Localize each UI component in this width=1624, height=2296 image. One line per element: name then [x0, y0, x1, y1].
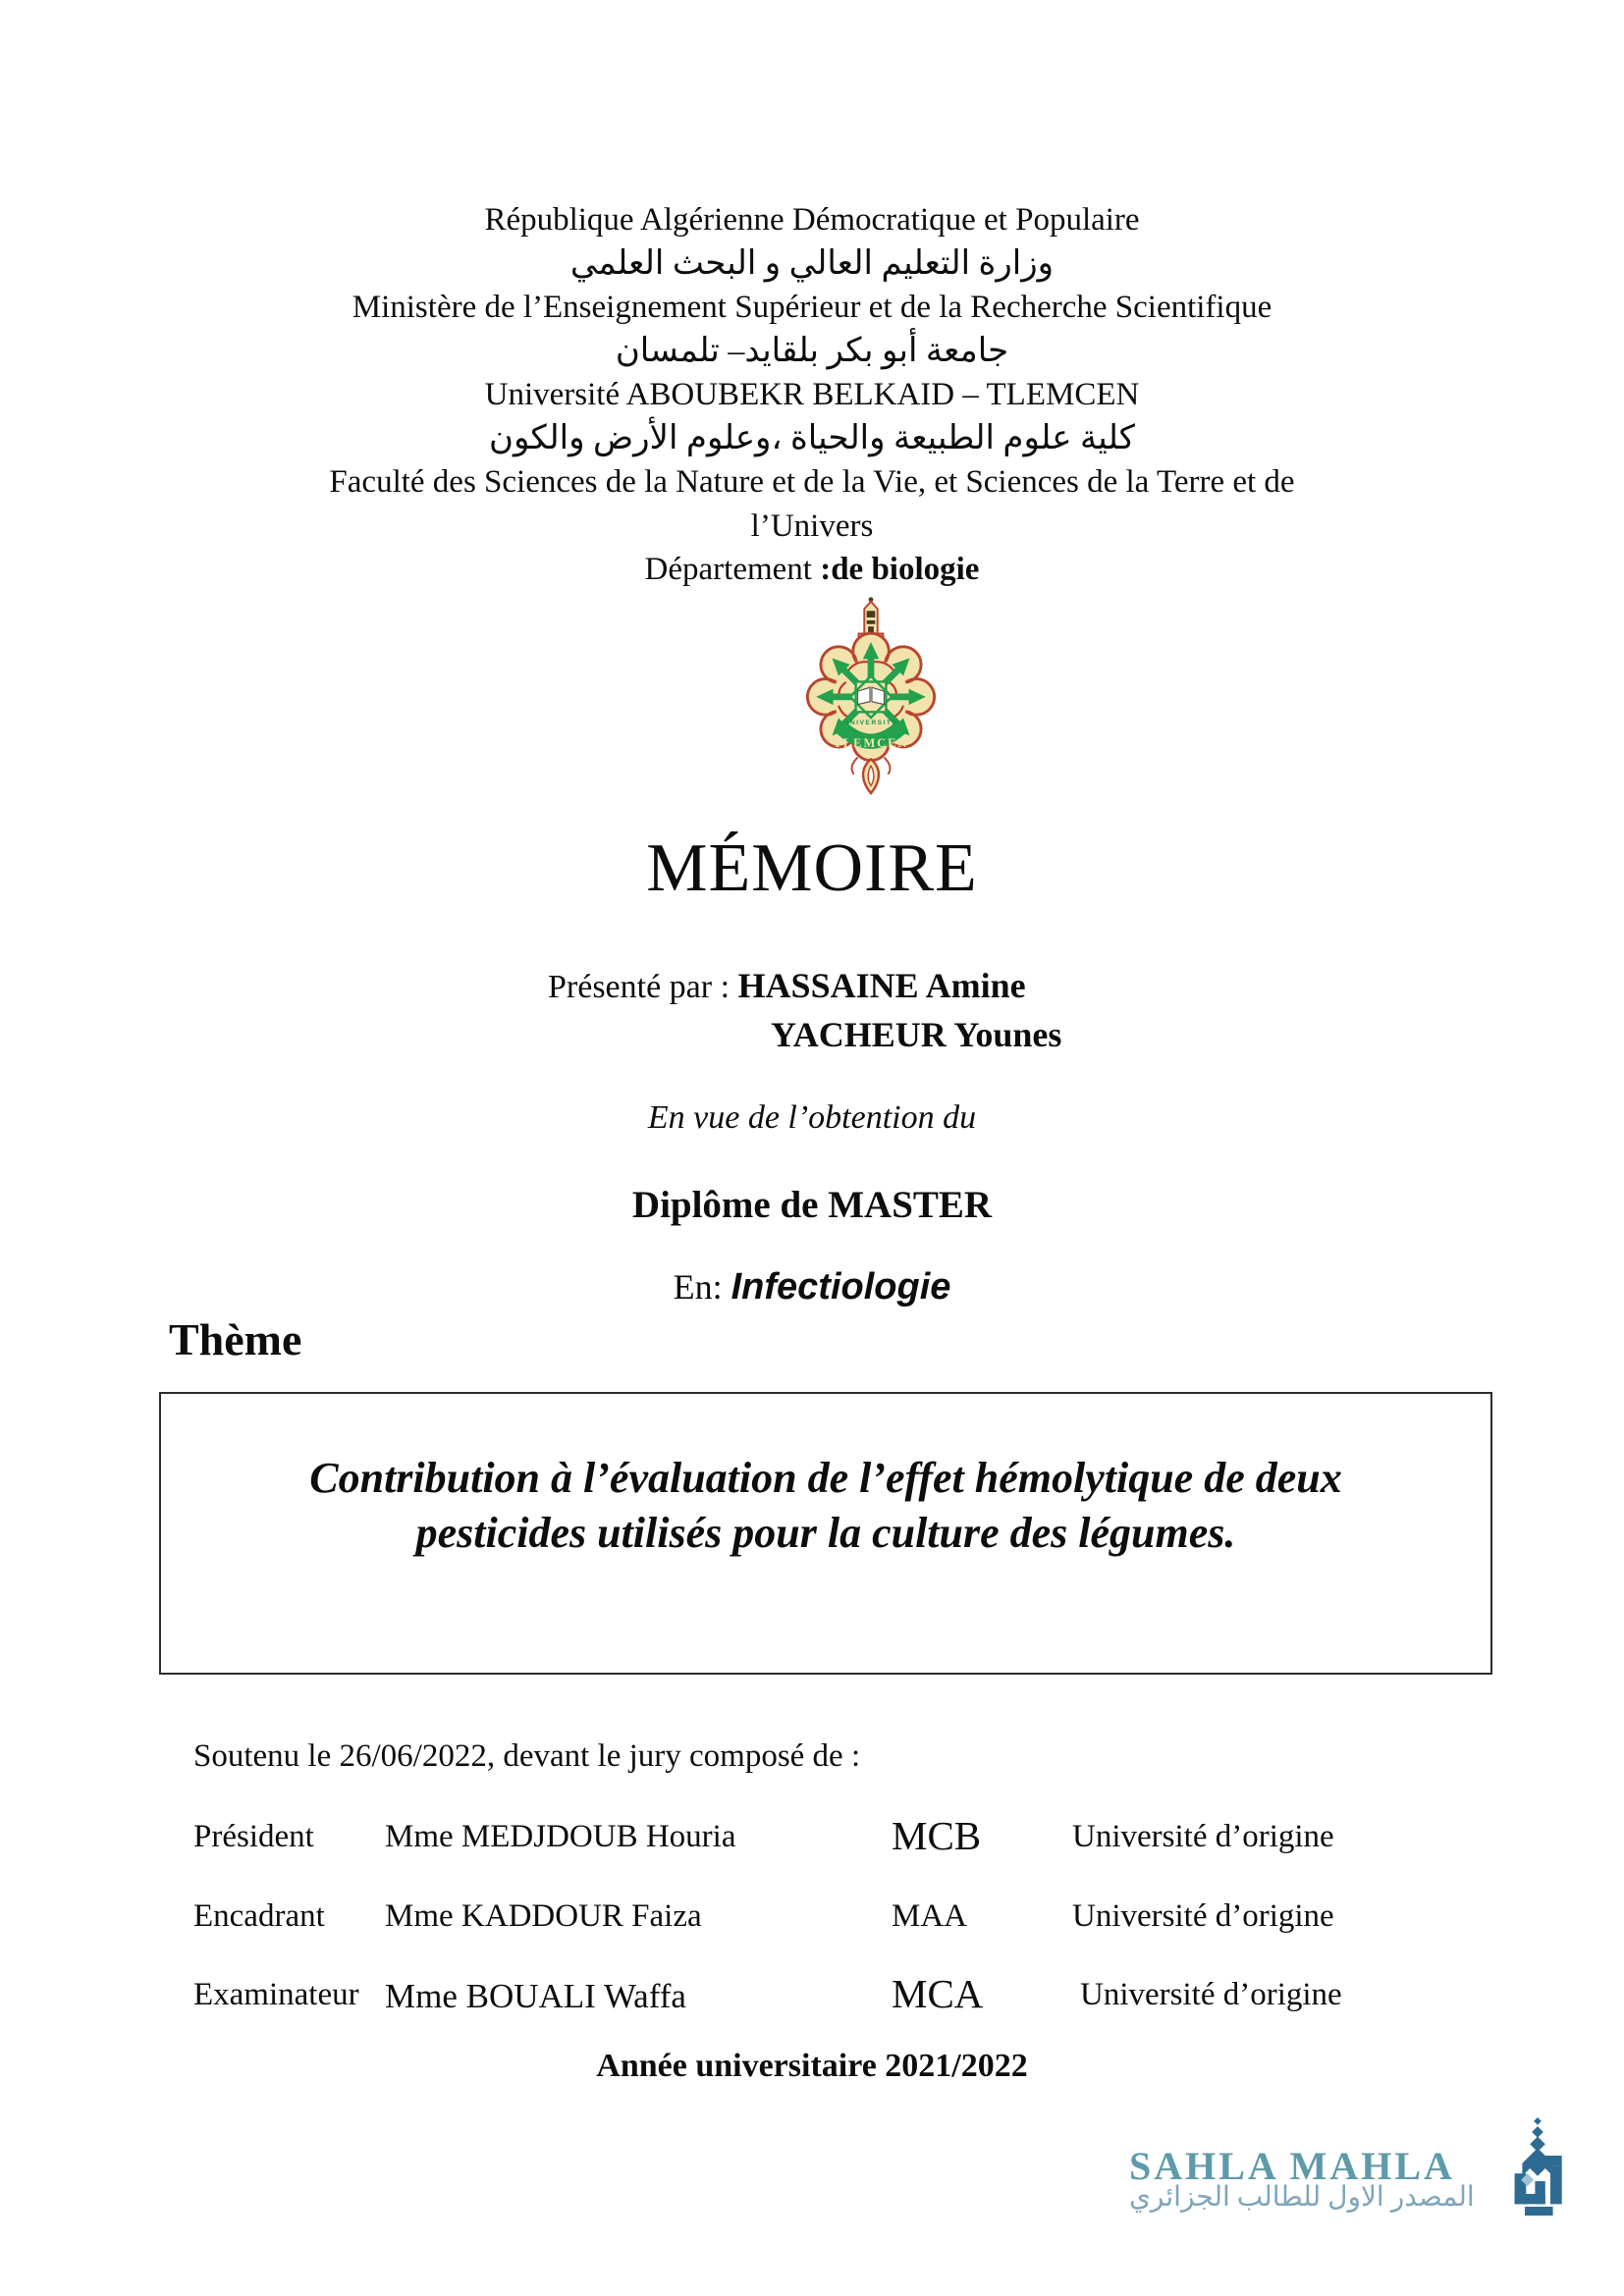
jury-grade: MCB: [892, 1813, 982, 1858]
author-2: YACHEUR Younes: [771, 1015, 1062, 1054]
seal-tlemcen-label: TLEMCEN: [833, 735, 909, 750]
sahla-mahla-logo-icon: [1499, 2117, 1576, 2219]
university-tlemcen-seal-icon: [795, 592, 947, 798]
jury-grade: MCA: [892, 1971, 984, 2016]
header-faculty-line1: Faculté des Sciences de la Nature et de la Vie, et Sciences de la Terre et de: [329, 464, 1295, 500]
jury-name: Mme KADDOUR Faiza: [385, 1898, 702, 1934]
header-ministry: Ministère de l’Enseignement Supérieur et de la Recherche Scientifique: [352, 290, 1272, 325]
defense-intro: Soutenu le 26/06/2022, devant le jury composé de :: [193, 1738, 861, 1774]
header-block: [0, 198, 1624, 592]
presented-by-line: [548, 962, 1061, 1011]
thesis-title-line2: pesticides utilisés pour la culture des légumes.: [415, 1509, 1236, 1557]
watermark-tagline-arabic: المصدر الاول للطالب الجزائري: [1129, 2182, 1475, 2213]
author-2-line: [548, 1011, 1061, 1060]
presented-by-block: [548, 962, 1061, 1060]
presented-by-label: Présenté par :: [548, 969, 738, 1005]
academic-year: Année universitaire 2021/2022: [596, 2048, 1028, 2084]
header-republic: République Algérienne Démocratique et Populaire: [484, 202, 1140, 238]
jury-row-president: [0, 1813, 1624, 1870]
header-faculty-arabic: كلية علوم الطبيعة والحياة ،وعلوم الأرض والكون: [489, 419, 1135, 456]
diploma-title: Diplôme de MASTER: [631, 1184, 993, 1226]
thesis-title: [161, 1451, 1490, 1561]
header-ministry-arabic: وزارة التعليم العالي و البحث العلمي: [569, 244, 1055, 282]
theme-label: Thème: [169, 1314, 302, 1364]
page-title: MÉMOIRE: [646, 830, 978, 906]
theme-box: [159, 1392, 1492, 1675]
department-label: Département: [644, 552, 821, 587]
jury-name: Mme MEDJDOUB Houria: [385, 1819, 736, 1854]
header-department: [0, 548, 1624, 592]
jury-affiliation: Université d’origine: [1080, 1977, 1342, 2012]
header-faculty-line2: l’Univers: [750, 507, 874, 544]
department-value: :de biologie: [820, 552, 980, 587]
seal-finial: [852, 758, 891, 794]
jury-row-examinateur: [0, 1971, 1624, 2028]
field-value: Infectiologie: [731, 1266, 951, 1308]
watermark-brand: SAHLA MAHLA: [1129, 2144, 1455, 2188]
thesis-title-line1: Contribution à l’évaluation de l’effet hémolytique de deux: [309, 1454, 1342, 1502]
degree-intro: En vue de l’obtention du: [647, 1099, 977, 1136]
jury-role: Président: [193, 1819, 314, 1854]
jury-role: Examinateur: [193, 1977, 359, 2012]
header-university: Université ABOUBEKR BELKAID – TLEMCEN: [484, 377, 1140, 412]
jury-role: Encadrant: [193, 1898, 325, 1934]
seal-star: [850, 676, 892, 718]
jury-name: Mme BOUALI Waffa: [385, 1977, 686, 2015]
jury-grade: MAA: [892, 1898, 968, 1934]
header-university-arabic: جامعة أبو بكر بلقايد– تلمسان: [615, 332, 1009, 369]
seal-universite-label: UNIVERSITE: [843, 719, 898, 726]
author-1: HASSAINE Amine: [737, 966, 1026, 1005]
field-label: En:: [673, 1267, 731, 1307]
jury-affiliation: Université d’origine: [1072, 1819, 1334, 1854]
jury-affiliation: Université d’origine: [1072, 1898, 1334, 1934]
jury-row-encadrant: [0, 1898, 1624, 1949]
field-line: [0, 1266, 1624, 1308]
